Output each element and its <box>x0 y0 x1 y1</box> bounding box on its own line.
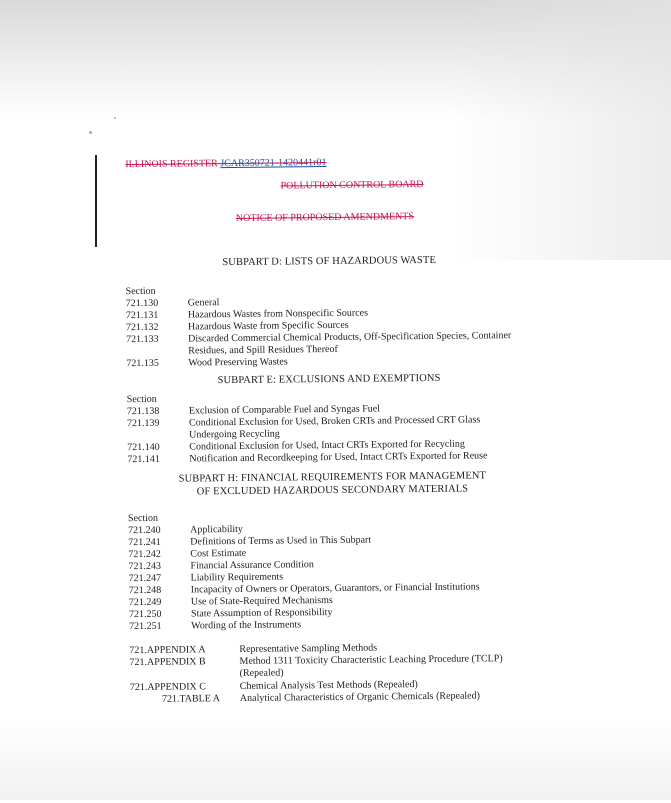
appendix-number: 721.APPENDIX A <box>129 644 206 657</box>
section-title: Hazardous Waste from Specific Sources <box>187 319 349 333</box>
section-title: Wood Preserving Wastes <box>188 356 288 369</box>
subpart-e-title: SUBPART E: EXCLUSIONS AND EXEMPTIONS <box>217 372 441 387</box>
register-header <box>125 157 326 170</box>
subpart-d-title: SUBPART D: LISTS OF HAZARDOUS WASTE <box>222 254 436 269</box>
section-number: 721.241 <box>128 536 161 549</box>
subpart-h-title: SUBPART H: FINANCIAL REQUIREMENTS FOR MANAGEMENT <box>178 470 487 485</box>
appendix-title: Representative Sampling Methods <box>239 642 378 655</box>
section-title: Notification and Recordkeeping for Used, Intact CRTs Exported for Reuse <box>189 450 488 465</box>
list-item-continuation: Undergoing Recycling <box>189 428 280 441</box>
subpart-h-title-line2: OF EXCLUDED HAZARDOUS SECONDARY MATERIALS <box>196 483 469 498</box>
section-title: Incapacity of Owners or Operators, Guarantors, or Financial Institutions <box>190 581 480 596</box>
section-title: Cost Estimate <box>190 547 247 560</box>
register-label: ILLINOIS REGISTER <box>125 158 218 171</box>
board-name: POLLUTION CONTROL BOARD <box>280 179 424 192</box>
section-number: 721.249 <box>128 596 162 609</box>
section-number: 721.243 <box>128 560 162 573</box>
section-title: Exclusion of Comparable Fuel and Syngas Fuel <box>188 403 381 417</box>
section-number: 721.247 <box>128 572 162 585</box>
section-title: Financial Assurance Condition <box>190 559 314 572</box>
section-title: Hazardous Wastes from Nonspecific Sources <box>187 307 369 321</box>
section-title: Wording of the Instruments <box>191 619 302 632</box>
section-number: 721.138 <box>126 405 160 418</box>
doc-code-link[interactable]: JCAR350721-1420441r01 <box>220 157 327 170</box>
section-number: 721.242 <box>128 548 161 561</box>
section-label-h: Section <box>127 512 159 525</box>
section-title: Conditional Exclusion for Used, Intact CRTs Exported for Recycling <box>189 438 465 453</box>
notice-title: NOTICE OF PROPOSED AMENDMENTS <box>235 211 415 224</box>
section-number: 721.140 <box>127 441 160 454</box>
section-title: Definitions of Terms as Used in This Subpart <box>190 534 372 548</box>
section-number: 721.131 <box>125 309 159 322</box>
appendix-number: 721.APPENDIX C <box>129 681 206 694</box>
list-item-continuation: Residues, and Spill Residues Thereof <box>188 343 338 357</box>
section-number: 721.240 <box>128 524 161 537</box>
appendix-continuation: (Repealed) <box>239 667 284 679</box>
section-title: State Assumption of Responsibility <box>190 606 333 620</box>
appendix-title: Analytical Characteristics of Organic Chemicals (Repealed) <box>239 690 480 704</box>
section-number: 721.141 <box>127 453 160 466</box>
section-number: 721.135 <box>126 357 159 370</box>
section-title: Discarded Commercial Chemical Products, Off-Specification Species, Container <box>188 330 512 345</box>
section-number: 721.132 <box>125 321 159 334</box>
section-number: 721.139 <box>126 417 160 430</box>
section-number: 721.250 <box>128 608 162 621</box>
appendix-number: 721.TABLE A <box>161 693 221 705</box>
section-number: 721.251 <box>129 620 162 633</box>
section-title: Conditional Exclusion for Used, Broken CRTs and Processed CRT Glass <box>188 414 481 429</box>
section-title: Liability Requirements <box>190 571 284 584</box>
section-number: 721.133 <box>126 333 159 346</box>
section-title: Applicability <box>190 523 243 536</box>
appendix-title: Chemical Analysis Test Methods (Repealed) <box>239 679 418 692</box>
section-title: General <box>187 297 220 309</box>
section-title: Use of State-Required Mechanisms <box>190 594 333 608</box>
section-label-e: Section <box>126 393 157 406</box>
appendix-number: 721.APPENDIX B <box>129 656 206 669</box>
appendix-title: Method 1311 Toxicity Characteristic Leaching Procedure (TCLP) <box>239 653 503 667</box>
section-label-d: Section <box>125 285 156 298</box>
section-number: 721.248 <box>128 584 162 597</box>
section-number: 721.130 <box>125 297 159 310</box>
